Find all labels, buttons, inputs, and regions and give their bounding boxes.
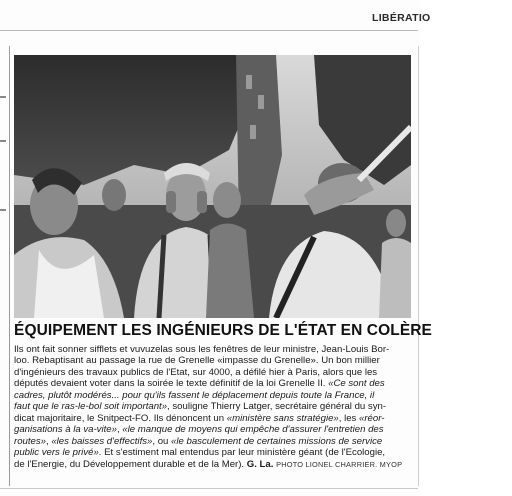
- scan-margin: [420, 0, 512, 496]
- protest-photo: [14, 55, 411, 318]
- column-right-rule: [418, 46, 419, 486]
- article-headline: [14, 322, 432, 340]
- publication-name: LIBÉRATIO: [372, 12, 431, 24]
- body-line: [14, 459, 414, 470]
- margin-mark: [0, 209, 6, 211]
- quote-text: cadres, plutôt modérés... pour qu'ils fassent le déplacement depuis toute la France, il: [14, 389, 375, 401]
- body-line: [14, 424, 414, 435]
- article-title: LES INGÉNIEURS DE L'ÉTAT EN COLÈRE: [121, 322, 432, 339]
- body-line: [14, 355, 414, 366]
- body-text: dicat majoritaire, le Snitpect-FO. Ils dénoncent un: [14, 412, 227, 424]
- quote-text: ganisations à la va-vite»: [14, 424, 117, 436]
- body-text: de l'Energie, du Développement durable et de la Mer).: [14, 458, 247, 470]
- body-text: . Et s'estiment mal entendus par leur ministère géant (de l'Ecologie,: [98, 447, 386, 459]
- protest-photo-image: [14, 55, 411, 318]
- quote-text: faut que le ras-le-bol soit important»: [14, 401, 168, 413]
- body-text: , ou: [152, 435, 172, 447]
- author-signature: G. La.: [246, 458, 274, 470]
- body-line: [14, 401, 414, 412]
- body-line: [14, 390, 414, 401]
- quote-text: routes»: [14, 435, 46, 447]
- margin-mark: [0, 140, 6, 142]
- quote-text: «les baisses d'effectifs»: [51, 435, 153, 447]
- body-text: loo. Rebaptisant au passage la rue de Grenelle «impasse du Grenelle». Un bon millier: [14, 355, 380, 367]
- column-left-rule: [9, 46, 10, 486]
- body-text: , les: [338, 412, 360, 424]
- quote-text: «le basculement de certaines missions de service: [171, 435, 383, 447]
- quote-text: «Ce sont des: [328, 378, 385, 390]
- header-rule: [0, 30, 418, 31]
- body-line: [14, 344, 414, 355]
- body-text: Ils ont fait sonner sifflets et vuvuzelas sous les fenêtres de leur ministre, Jean-Louis Bor-: [14, 344, 390, 355]
- body-line: [14, 367, 414, 378]
- body-line: [14, 413, 414, 424]
- body-line: [14, 447, 414, 458]
- article-kicker: ÉQUIPEMENT: [14, 322, 118, 339]
- quote-text: «le manque de moyens qui empêche d'assurer l'entretien des: [122, 424, 384, 436]
- body-text: d'ingénieurs des travaux publics de l'Etat, sur 4000, a défilé hier à Paris, alors que les: [14, 366, 378, 378]
- article-body: [14, 344, 414, 470]
- body-line: [14, 378, 414, 389]
- margin-mark: [0, 96, 6, 98]
- bottom-rule: [0, 488, 418, 489]
- quote-text: «réor-: [359, 412, 385, 424]
- body-text: ,: [116, 424, 123, 436]
- body-text: députés devaient voter dans la soirée le texte définitif de la loi Grenelle II.: [14, 378, 329, 390]
- body-text: , souligne Thierry Latger, secrétaire général du syn-: [167, 401, 387, 413]
- photo-credit: PHOTO LIONEL CHARRIER. MYOP: [276, 459, 403, 469]
- quote-text: «ministère sans stratégie»: [226, 412, 339, 424]
- quote-text: public vers le privé»: [14, 447, 99, 459]
- body-text: ,: [46, 435, 52, 447]
- body-line: [14, 436, 414, 447]
